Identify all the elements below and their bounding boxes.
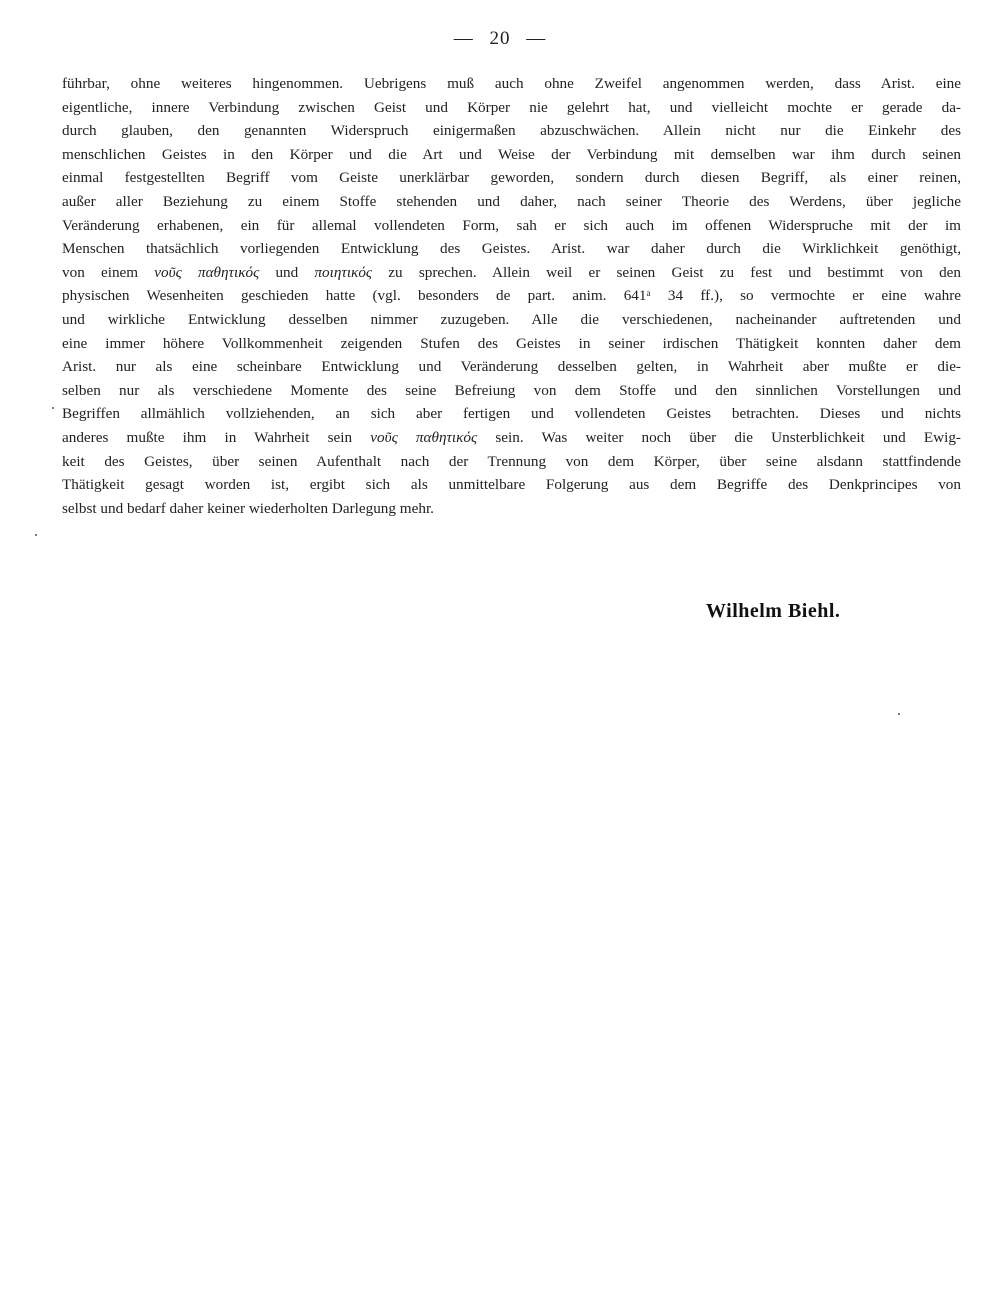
text-line: menschlichen Geistes in den Körper und die Art und Weise der Verbindung mit demselben war ihm durch seinen [62, 145, 961, 163]
text-line: keit des Geistes, über seinen Aufenthalt nach der Trennung von dem Körper, über seine alsdann stattfindende [62, 452, 961, 470]
text-line: Menschen thatsächlich vorliegenden Entwicklung des Geistes. Arist. war daher durch die Wirklichkeit genöthigt, [62, 240, 961, 258]
author-signature: Wilhelm Biehl. [706, 600, 841, 622]
text-line: führbar, ohne weiteres hingenommen. Uebrigens muß auch ohne Zweifel angenommen werden, dass Arist. eine [62, 75, 961, 92]
greek-term: νοῦς παθητικός [154, 263, 260, 281]
page-number-header [0, 28, 1000, 50]
text-line: Veränderung erhabenen, ein für allemal vollendeten Form, sah er sich auch im offenen Widerspruche mit der im [62, 216, 961, 234]
page-number: 20 [489, 28, 511, 49]
text-line: Begriffen allmählich vollziehenden, an sich aber fertigen und vollendeten Geistes betrachten. Dieses und nichts [62, 405, 961, 423]
text-line: Thätigkeit gesagt worden ist, ergibt sich als unmittelbare Folgerung aus dem Begriffe des Denkprincipes von [62, 476, 961, 494]
text-line: physischen Wesenheiten geschieden hatte (vgl. besonders de part. anim. 641ᵃ 34 ff.), so vermochte er eine wahre [62, 287, 961, 305]
text-line: Arist. nur als eine scheinbare Entwicklung und Veränderung desselben gelten, in Wahrheit aber mußte er die- [62, 358, 961, 376]
text-line: einmal festgestellten Begriff vom Geiste unerklärbar geworden, sondern durch diesen Begriff, als einer reinen, [62, 169, 961, 187]
text-segment: und [259, 263, 315, 281]
text-line: eine immer höhere Vollkommenheit zeigenden Stufen des Geistes in seiner irdischen Thätigkeit konnten daher dem [62, 334, 961, 352]
body-paragraph [62, 72, 961, 520]
scan-speck [35, 534, 37, 536]
page-number-dash-right: — [526, 28, 547, 49]
text-line: außer aller Beziehung zu einem Stoffe stehenden und daher, nach seiner Theorie des Werdens, über jegliche [62, 192, 961, 210]
page-number-dash-left: — [453, 28, 474, 49]
scan-speck [52, 407, 54, 409]
greek-term: ποιητικός [314, 263, 373, 281]
scan-speck [898, 713, 900, 715]
text-segment: sein. Was weiter noch über die Unsterblichkeit und Ewig- [477, 428, 961, 446]
text-line-with-greek [62, 261, 961, 285]
text-line-with-greek [62, 426, 961, 450]
text-line: und wirkliche Entwicklung desselben nimmer zuzugeben. Alle die verschiedenen, nacheinander auftretenden und [62, 310, 961, 328]
text-line-last: selbst und bedarf daher keiner wiederholten Darlegung mehr. [62, 499, 434, 517]
text-line: selben nur als verschiedene Momente des seine Befreiung von dem Stoffe und den sinnlichen Vorstellungen und [62, 381, 961, 399]
text-segment: zu sprechen. Allein weil er seinen Geist zu fest und bestimmt von den [372, 263, 961, 281]
text-segment: anderes mußte ihm in Wahrheit sein [62, 428, 371, 446]
text-line: eigentliche, innere Verbindung zwischen Geist und Körper nie gelehrt hat, und vielleicht mochte er gerade da- [62, 98, 961, 116]
text-segment: von einem [62, 263, 155, 281]
greek-term: νοῦς παθητικός [370, 428, 478, 446]
text-line: durch glauben, den genannten Widerspruch einigermaßen abzuschwächen. Allein nicht nur die Einkehr des [62, 122, 961, 140]
